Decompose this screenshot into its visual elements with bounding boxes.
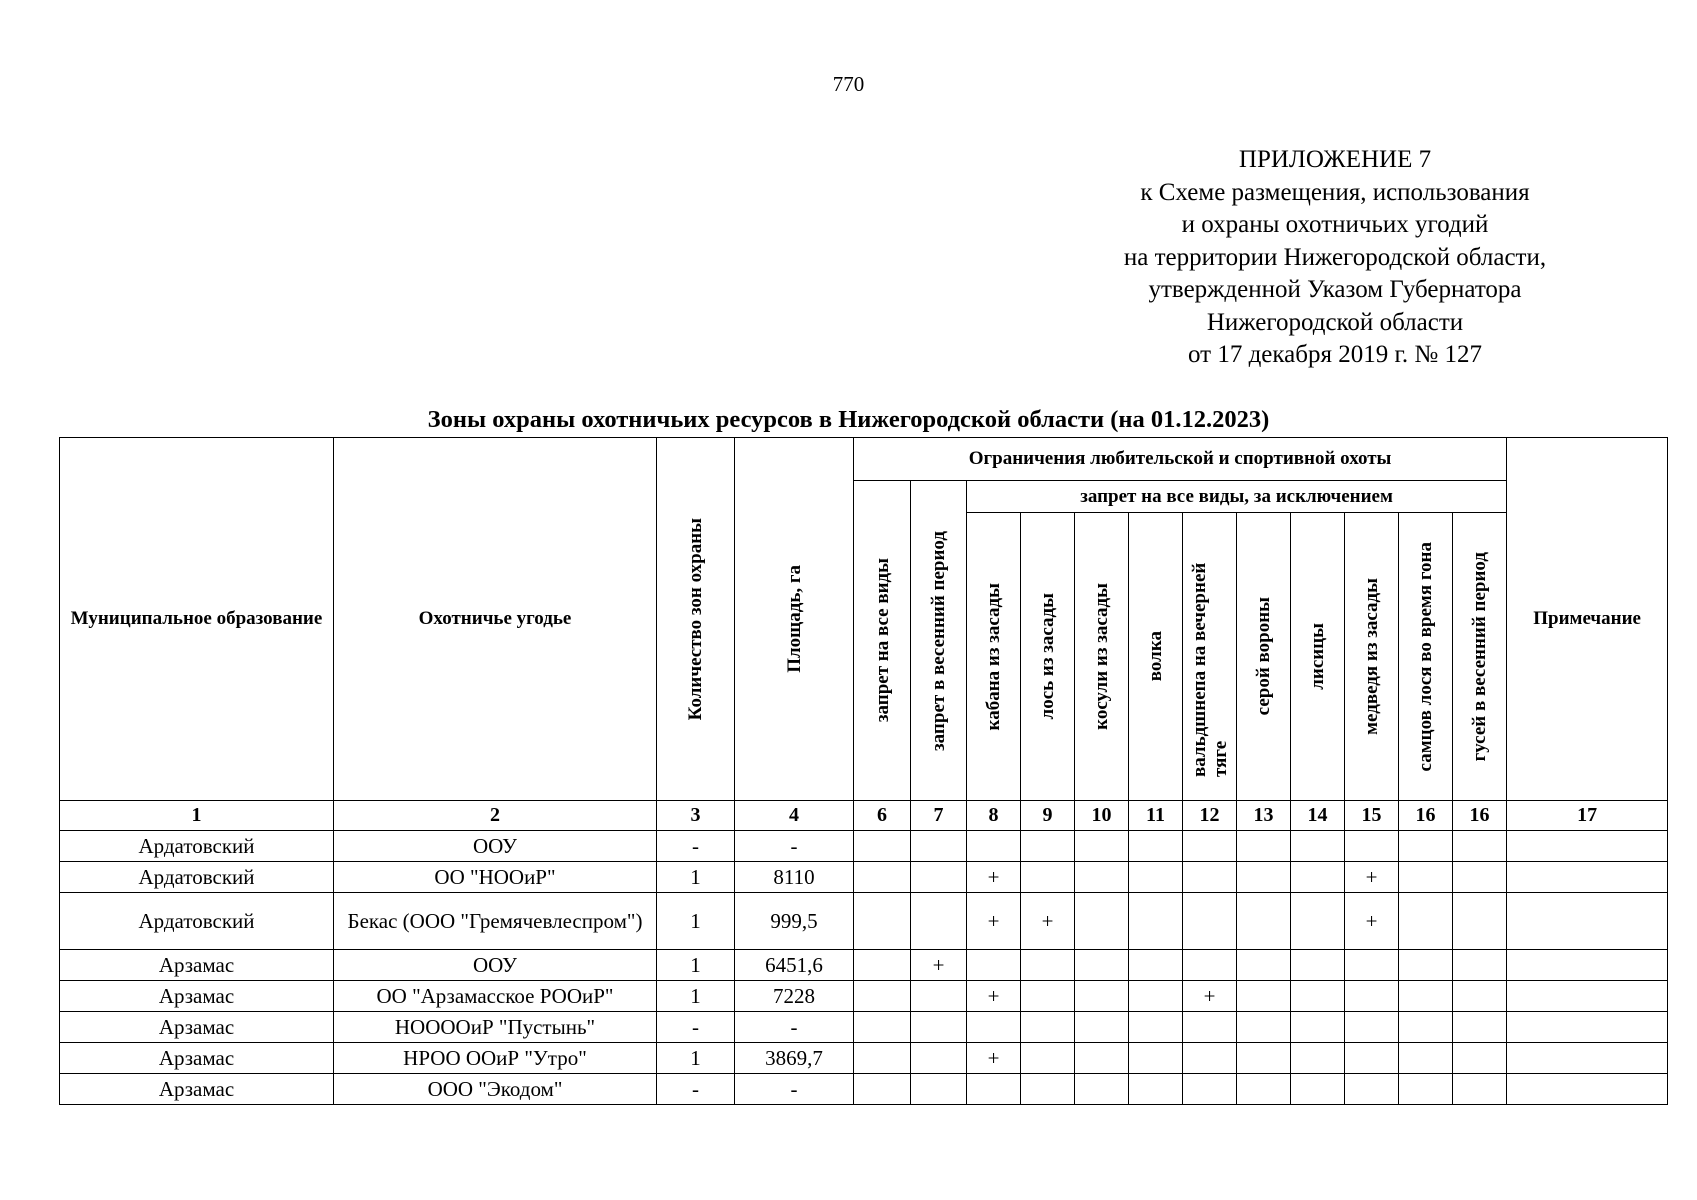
header-municipality: Муниципальное образование bbox=[60, 438, 334, 801]
cell-municipality: Арзамас bbox=[60, 1012, 334, 1043]
cell-area: 3869,7 bbox=[735, 1043, 854, 1074]
cell-geese bbox=[1453, 862, 1507, 893]
cell-zones: 1 bbox=[657, 981, 735, 1012]
header-roe-label: косули из засады bbox=[1091, 583, 1112, 730]
cell-municipality: Арзамас bbox=[60, 1043, 334, 1074]
appendix-line: утвержденной Указом Губернатора bbox=[1148, 276, 1522, 303]
cell-ban-all bbox=[854, 1074, 911, 1105]
column-number: 15 bbox=[1345, 801, 1399, 831]
cell-note bbox=[1507, 1043, 1668, 1074]
cell-bear: + bbox=[1345, 893, 1399, 950]
cell-roe bbox=[1075, 831, 1129, 862]
cell-bear bbox=[1345, 981, 1399, 1012]
header-zone-count-label: Количество зон охраны bbox=[685, 517, 706, 721]
cell-ground: ОО "НООиР" bbox=[334, 862, 657, 893]
cell-zones: 1 bbox=[657, 1043, 735, 1074]
cell-bear bbox=[1345, 831, 1399, 862]
column-number: 10 bbox=[1075, 801, 1129, 831]
cell-note bbox=[1507, 893, 1668, 950]
cell-ban-all bbox=[854, 981, 911, 1012]
cell-roe bbox=[1075, 862, 1129, 893]
cell-fox bbox=[1291, 981, 1345, 1012]
cell-area: 8110 bbox=[735, 862, 854, 893]
cell-elk: + bbox=[1021, 893, 1075, 950]
column-number: 13 bbox=[1237, 801, 1291, 831]
cell-boar bbox=[967, 1012, 1021, 1043]
cell-elk-rut bbox=[1399, 862, 1453, 893]
cell-zones: 1 bbox=[657, 950, 735, 981]
page-number: 770 bbox=[832, 72, 865, 96]
header-elk-label: лось из засады bbox=[1037, 593, 1058, 720]
header-crow-label: серой вороны bbox=[1253, 597, 1274, 716]
header-hunting-ground: Охотничье угодье bbox=[334, 438, 657, 801]
cell-municipality: Арзамас bbox=[60, 1074, 334, 1105]
header-elk-rut-label: самцов лося во время гона bbox=[1415, 541, 1436, 772]
cell-fox bbox=[1291, 862, 1345, 893]
column-number: 12 bbox=[1183, 801, 1237, 831]
table-row bbox=[60, 1012, 1668, 1043]
cell-ban-spring bbox=[911, 981, 967, 1012]
cell-ground: Бекас (ООО "Гремячевлеспром") bbox=[334, 893, 657, 950]
column-number: 11 bbox=[1129, 801, 1183, 831]
cell-boar bbox=[967, 831, 1021, 862]
header-note: Примечание bbox=[1507, 438, 1668, 801]
cell-crow bbox=[1237, 950, 1291, 981]
cell-crow bbox=[1237, 893, 1291, 950]
appendix-line: Нижегородской области bbox=[1206, 308, 1464, 336]
cell-elk-rut bbox=[1399, 1043, 1453, 1074]
cell-geese bbox=[1453, 1043, 1507, 1074]
header-zone-count bbox=[657, 438, 735, 801]
cell-elk bbox=[1021, 1012, 1075, 1043]
column-number: 17 bbox=[1507, 801, 1668, 831]
header-ban-spring-label: запрет в весенний период bbox=[928, 530, 949, 751]
cell-boar bbox=[967, 950, 1021, 981]
cell-ban-all bbox=[854, 893, 911, 950]
cell-wolf bbox=[1129, 1012, 1183, 1043]
cell-ground: ОО "Арзамасское РООиР" bbox=[334, 981, 657, 1012]
cell-area: - bbox=[735, 1012, 854, 1043]
cell-roe bbox=[1075, 1074, 1129, 1105]
cell-area: 6451,6 bbox=[735, 950, 854, 981]
cell-woodcock bbox=[1183, 1012, 1237, 1043]
cell-municipality: Ардатовский bbox=[60, 862, 334, 893]
cell-boar: + bbox=[967, 893, 1021, 950]
cell-boar: + bbox=[967, 1043, 1021, 1074]
cell-note bbox=[1507, 981, 1668, 1012]
cell-roe bbox=[1075, 950, 1129, 981]
header-boar bbox=[967, 513, 1021, 801]
header-roe bbox=[1075, 513, 1129, 801]
cell-zones: - bbox=[657, 1012, 735, 1043]
header-geese-label: гусей в весенний период bbox=[1469, 551, 1491, 762]
cell-fox bbox=[1291, 893, 1345, 950]
cell-geese bbox=[1453, 1074, 1507, 1105]
cell-crow bbox=[1237, 1012, 1291, 1043]
cell-crow bbox=[1237, 1043, 1291, 1074]
cell-ground: ООУ bbox=[334, 950, 657, 981]
cell-woodcock bbox=[1183, 862, 1237, 893]
table-body bbox=[60, 831, 1668, 1105]
header-wolf-label: волка bbox=[1145, 631, 1166, 682]
header-boar-label: кабана из засады bbox=[983, 582, 1004, 731]
cell-wolf bbox=[1129, 893, 1183, 950]
cell-geese bbox=[1453, 981, 1507, 1012]
cell-wolf bbox=[1129, 1043, 1183, 1074]
cell-ban-spring bbox=[911, 831, 967, 862]
cell-elk bbox=[1021, 1043, 1075, 1074]
cell-ban-all bbox=[854, 831, 911, 862]
cell-roe bbox=[1075, 981, 1129, 1012]
header-bear bbox=[1345, 513, 1399, 801]
table-row bbox=[60, 893, 1668, 950]
table-row bbox=[60, 950, 1668, 981]
cell-boar bbox=[967, 1074, 1021, 1105]
cell-elk-rut bbox=[1399, 893, 1453, 950]
header-area-label: Площадь, га bbox=[783, 565, 805, 673]
cell-fox bbox=[1291, 831, 1345, 862]
cell-municipality: Арзамас bbox=[60, 981, 334, 1012]
cell-wolf bbox=[1129, 862, 1183, 893]
cell-elk-rut bbox=[1399, 1012, 1453, 1043]
cell-ban-spring bbox=[911, 893, 967, 950]
cell-crow bbox=[1237, 981, 1291, 1012]
cell-boar: + bbox=[967, 862, 1021, 893]
cell-area: - bbox=[735, 831, 854, 862]
cell-elk bbox=[1021, 862, 1075, 893]
cell-ban-spring bbox=[911, 862, 967, 893]
cell-area: 999,5 bbox=[735, 893, 854, 950]
header-restrictions: Ограничения любительской и спортивной охоты bbox=[854, 438, 1507, 481]
header-crow bbox=[1237, 513, 1291, 801]
header-bear-label: медведя из засады bbox=[1361, 578, 1382, 735]
cell-wolf bbox=[1129, 981, 1183, 1012]
cell-note bbox=[1507, 831, 1668, 862]
document-title: Зоны охраны охотничьих ресурсов в Нижегородской области (на 01.12.2023) bbox=[427, 406, 1270, 433]
column-number: 9 bbox=[1021, 801, 1075, 831]
cell-elk bbox=[1021, 831, 1075, 862]
column-number: 16 bbox=[1399, 801, 1453, 831]
column-number: 6 bbox=[854, 801, 911, 831]
cell-fox bbox=[1291, 1074, 1345, 1105]
cell-geese bbox=[1453, 831, 1507, 862]
cell-woodcock: + bbox=[1183, 981, 1237, 1012]
column-number: 16 bbox=[1453, 801, 1507, 831]
cell-area: - bbox=[735, 1074, 854, 1105]
table-row bbox=[60, 1074, 1668, 1105]
cell-elk-rut bbox=[1399, 950, 1453, 981]
cell-zones: - bbox=[657, 831, 735, 862]
cell-fox bbox=[1291, 1012, 1345, 1043]
table-row bbox=[60, 981, 1668, 1012]
cell-fox bbox=[1291, 1043, 1345, 1074]
column-number: 4 bbox=[735, 801, 854, 831]
appendix-header bbox=[1070, 144, 1600, 372]
cell-area: 7228 bbox=[735, 981, 854, 1012]
column-number: 1 bbox=[60, 801, 334, 831]
header-geese bbox=[1453, 513, 1507, 801]
cell-note bbox=[1507, 950, 1668, 981]
cell-geese bbox=[1453, 893, 1507, 950]
header-woodcock-label: вальдшнепа на вечерней тяге bbox=[1188, 562, 1231, 777]
cell-fox bbox=[1291, 950, 1345, 981]
cell-elk-rut bbox=[1399, 1074, 1453, 1105]
cell-note bbox=[1507, 1012, 1668, 1043]
cell-woodcock bbox=[1183, 1074, 1237, 1105]
cell-ground: ООО "Экодом" bbox=[334, 1074, 657, 1105]
header-ban-all bbox=[854, 481, 911, 801]
table-row bbox=[60, 1043, 1668, 1074]
cell-zones: 1 bbox=[657, 862, 735, 893]
cell-geese bbox=[1453, 950, 1507, 981]
appendix-line: к Схеме размещения, использования bbox=[1140, 178, 1530, 206]
cell-municipality: Ардатовский bbox=[60, 831, 334, 862]
cell-ban-spring bbox=[911, 1074, 967, 1105]
cell-zones: 1 bbox=[657, 893, 735, 950]
cell-woodcock bbox=[1183, 950, 1237, 981]
cell-woodcock bbox=[1183, 831, 1237, 862]
cell-woodcock bbox=[1183, 893, 1237, 950]
cell-ground: НРОО ООиР "Утро" bbox=[334, 1043, 657, 1074]
cell-bear bbox=[1345, 1043, 1399, 1074]
cell-elk bbox=[1021, 1074, 1075, 1105]
column-number: 2 bbox=[334, 801, 657, 831]
cell-geese bbox=[1453, 1012, 1507, 1043]
cell-wolf bbox=[1129, 1074, 1183, 1105]
cell-bear bbox=[1345, 950, 1399, 981]
column-number: 7 bbox=[911, 801, 967, 831]
appendix-line: на территории Нижегородской области, bbox=[1123, 243, 1547, 271]
cell-roe bbox=[1075, 1012, 1129, 1043]
cell-roe bbox=[1075, 1043, 1129, 1074]
cell-elk bbox=[1021, 981, 1075, 1012]
cell-crow bbox=[1237, 831, 1291, 862]
header-elk bbox=[1021, 513, 1075, 801]
zones-table bbox=[59, 437, 1668, 1105]
header-area bbox=[735, 438, 854, 801]
column-number: 14 bbox=[1291, 801, 1345, 831]
cell-elk bbox=[1021, 950, 1075, 981]
header-ban-except: запрет на все виды, за исключением bbox=[967, 481, 1507, 513]
cell-ban-all bbox=[854, 1012, 911, 1043]
cell-elk-rut bbox=[1399, 831, 1453, 862]
cell-note bbox=[1507, 1074, 1668, 1105]
cell-elk-rut bbox=[1399, 981, 1453, 1012]
cell-ground: ООУ bbox=[334, 831, 657, 862]
column-number: 8 bbox=[967, 801, 1021, 831]
cell-ban-spring: + bbox=[911, 950, 967, 981]
appendix-line: и охраны охотничьих угодий bbox=[1181, 211, 1489, 238]
table-row bbox=[60, 862, 1668, 893]
cell-boar: + bbox=[967, 981, 1021, 1012]
cell-woodcock bbox=[1183, 1043, 1237, 1074]
cell-wolf bbox=[1129, 831, 1183, 862]
column-number: 3 bbox=[657, 801, 735, 831]
cell-roe bbox=[1075, 893, 1129, 950]
cell-ground: НООООиР "Пустынь" bbox=[334, 1012, 657, 1043]
header-ban-all-label: запрет на все виды bbox=[871, 558, 893, 723]
cell-municipality: Арзамас bbox=[60, 950, 334, 981]
cell-note bbox=[1507, 862, 1668, 893]
column-number-row bbox=[60, 801, 1668, 831]
cell-ban-all bbox=[854, 862, 911, 893]
cell-crow bbox=[1237, 1074, 1291, 1105]
header-ban-spring bbox=[911, 481, 967, 801]
cell-ban-spring bbox=[911, 1012, 967, 1043]
cell-crow bbox=[1237, 862, 1291, 893]
header-fox bbox=[1291, 513, 1345, 801]
appendix-line: от 17 декабря 2019 г. № 127 bbox=[1187, 341, 1483, 368]
header-wolf bbox=[1129, 513, 1183, 801]
header-elk-rut bbox=[1399, 513, 1453, 801]
cell-ban-all bbox=[854, 1043, 911, 1074]
cell-ban-spring bbox=[911, 1043, 967, 1074]
cell-bear: + bbox=[1345, 862, 1399, 893]
header-woodcock bbox=[1183, 513, 1237, 801]
cell-bear bbox=[1345, 1012, 1399, 1043]
cell-zones: - bbox=[657, 1074, 735, 1105]
header-fox-label: лисицы bbox=[1307, 623, 1328, 690]
cell-wolf bbox=[1129, 950, 1183, 981]
cell-municipality: Ардатовский bbox=[60, 893, 334, 950]
cell-bear bbox=[1345, 1074, 1399, 1105]
appendix-line: ПРИЛОЖЕНИЕ 7 bbox=[1238, 146, 1432, 173]
cell-ban-all bbox=[854, 950, 911, 981]
table-row bbox=[60, 831, 1668, 862]
